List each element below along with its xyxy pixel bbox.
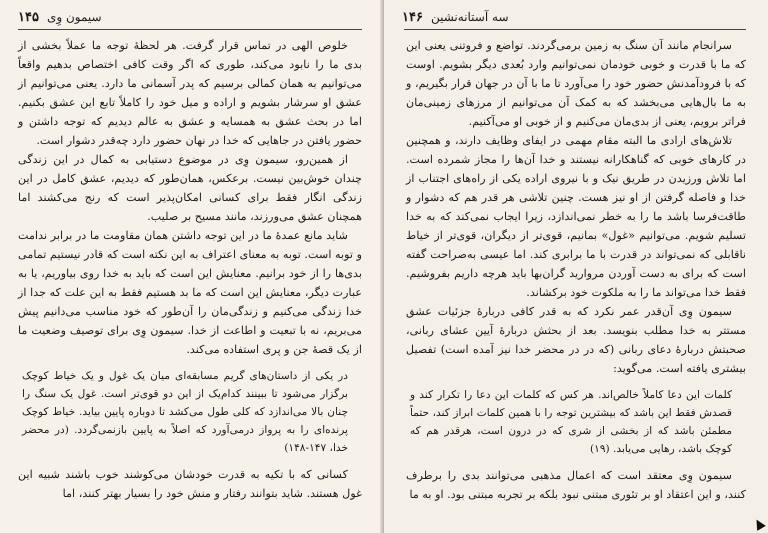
- right-page-header: [402, 10, 748, 28]
- paragraph: تلاش‌های ارادی ما البته مقام مهمی در ایفای وظایف دارند، و همچنین در کارهای خوبی که گناهکارانه نیستند و خدا آن‌ها را مجاز شمرده است. اما تلاش ورزیدن در طریق نیک و با نیروی اراده یکی از راه‌های اجتناب از خدا و فاصله گرفتن از او نیز هست. چنین تلاشی هر قدر هم که دشوار و طاقت‌فرسا باشد ما را به خطر نمی‌اندازد، زیرا ایجاب نمی‌کند که به خدا تسلیم شویم. می‌توانیم «غول» بمانیم، قوی‌تر از دیگران، قوی‌تر از خیاط ناقابلی که نمی‌تواند در قدرت با ما برابری کند. اما عیسی به‌صراحت گفته است که برای به دست آوردن مروارید گران‌بها باید هرچه داریم بفروشیم. فقط خدا می‌تواند ما را به ملکوت خود برکشاند.: [406, 134, 746, 299]
- left-page-header: [18, 10, 362, 28]
- page-number: ۱۴۵: [18, 10, 39, 25]
- right-page: [384, 0, 768, 533]
- paragraph: سرانجام مانند آن سنگ به زمین برمی‌گردند. تواضع و فروتنی یعنی این که ما با قدرت و خوبی خودمان نمی‌توانیم وارد بُعدی دیگر بشویم. اوست که با فرودآمدنش حضور خود را می‌آورد تا ما با آن در جهان قرار بگیریم، و به ما بال‌هایی می‌بخشد که به کمک آن می‌توانیم از مرزهای زمینی‌مان فراتر برویم، یعنی از بدی‌مان می‌کنیم و از خوبی او می‌آکنیم.: [406, 39, 746, 128]
- running-head: سه آستانه‌نشین: [430, 10, 509, 24]
- right-page-body: [406, 36, 746, 529]
- paragraph: از همین‌رو، سیمون وِی در موضوع دستیابی به کمال در این زندگی چندان خوش‌بین نیست. برعکس، همان‌طور که دیدیم، عشق کامل در این زندگی انگار فقط برای کسانی امکان‌پذیر است که رنج می‌کشند اما همچنان عشق می‌ورزند، مانند مسیح بر صلیب.: [18, 153, 362, 223]
- block-quote: کلمات این دعا کاملاً خالص‌اند. هر کس که کلمات این دعا را تکرار کند و قصدش فقط این باشد که بیشترین توجه را با همین کلمات ابراز کند، حتماً مطمئن باشد که از بخشی از شری که در درون است، هرقدر هم که کوچک باشد، رهایی می‌یابد. (۱۹): [410, 389, 732, 455]
- header-rule: [404, 29, 746, 30]
- paragraph: سیمون وِی آن‌قدر عمر نکرد که به قدر کافی دربارهٔ جزئیات عشق مستتر به خدا مطلب بنویسد. بعد از بحثش دربارهٔ آیین عشای ربانی، صحبتش دربارهٔ دعای ربانی (که در در محضر خدا نیز آمده است) تفصیل بیشتری یافته است. می‌گوید:: [406, 305, 746, 375]
- paragraph: کسانی که با تکیه به قدرت خودشان می‌کوشند خوب باشند شبیه این غول هستند. شاید بتوانند رفتار و منش خود را بسیار بهتر کنند، اما: [18, 468, 362, 500]
- block-quote: در یکی از داستان‌های گریم مسابقه‌ای میان یک غول و یک خیاط کوچک برگزار می‌شود تا ببینند کدام‌یک از این دو قوی‌تر است. غول یک سنگ را چنان بالا می‌اندازد که کلی طول می‌کشد تا دوباره پایین بیاید. خیاط کوچک پرنده‌ای را به پرواز درمی‌آورد که اصلاً به پایین بازنمی‌گردد. (در محضر خدا، ۱۴۷-۱۴۸): [22, 370, 348, 454]
- left-page-body: [18, 36, 362, 529]
- paragraph: خلوص الهی در تماس قرار گرفت. هر لحظهٔ توجه ما عملاً بخشی از بدی ما را نابود می‌کند، طوری که اگر وقت کافی اختصاص بدهیم واقعاً می‌توانیم به همان کمالی برسیم که پدر آسمانی ما دارد. یعنی می‌توانیم از عشق او سرشار بشویم و اراده و میل خود را کاملاً تابع این عشق بکنیم. اما در بحث عشق به همسایه و عشق به عالم دیدیم که توجه داشتن و حضور یافتن در جاهایی که خدا در نهان حضور دارد چه‌قدر دشوار است.: [18, 39, 362, 147]
- paragraph: سیمون وِی معتقد است که اعمال مذهبی می‌توانند بدی را برطرف کنند، و این اعتقاد او بر تئوری مبتنی نبود بلکه بر تجربه مبتنی بود. او به ما: [406, 469, 746, 501]
- page-number: ۱۴۶: [402, 10, 423, 25]
- running-head: سیمون وِی: [46, 10, 102, 24]
- header-rule: [18, 29, 362, 30]
- paragraph: شاید مانع عمدهٔ ما در این توجه داشتن همان مقاومت ما در برابر ندامت و توبه است. توبه به معنای اعتراف به این نکته است که قادر نیستیم تمامی بدی‌ها را از خود برانیم. معنایش این است که باید به خدا روی بیاوریم، یا به عبارت دیگر، معنایش این است که ما بد هستیم فقط به این علت که جدا از خدا زندگی می‌کنیم و زندگی‌مان را آن‌طور که خود مناسب می‌دانیم پیش می‌بریم، نه با تبعیت و اطاعت از خدا. سیمون وِی برای توصیف وضعیت ما از یک قصهٔ جن و پری استفاده می‌کند.: [18, 229, 362, 356]
